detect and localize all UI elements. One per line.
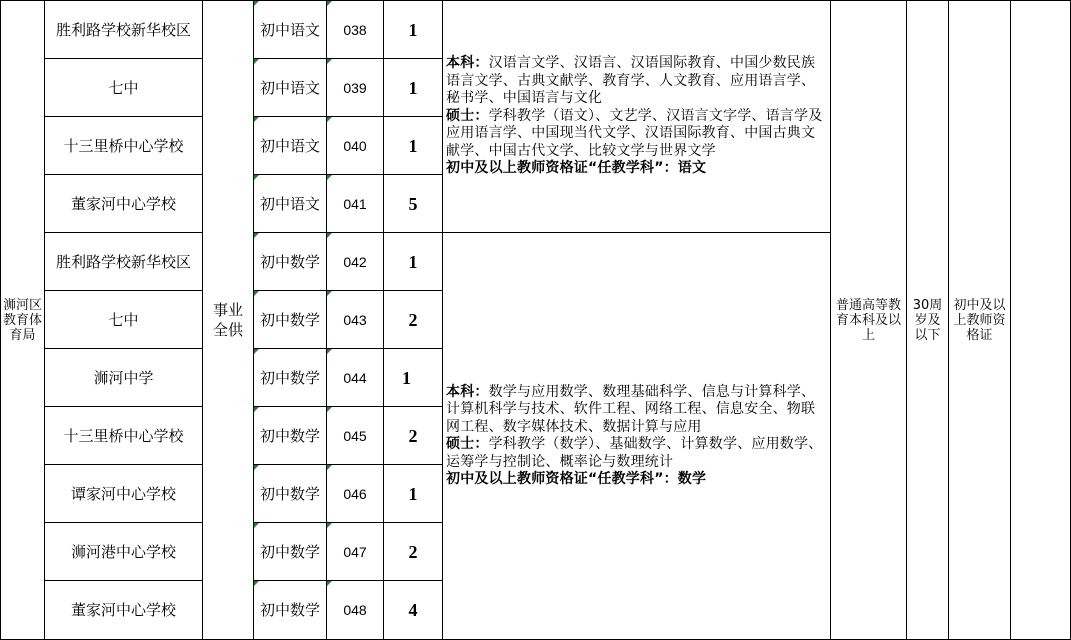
master-majors: 学科教学（数学）、基础数学、计算数学、应用数学、运筹学与控制论、概率论与数理统计 bbox=[446, 436, 823, 470]
position-code-cell bbox=[326, 348, 384, 407]
school-cell: 董家河中心学校 bbox=[44, 580, 203, 640]
master-majors: 学科教学（语文）、文艺学、汉语言文字学、语言学及应用语言学、中国现当代文学、汉语国际教育、中国古典文献学、中国古代文学、比较文学与世界文学 bbox=[446, 107, 823, 159]
position-cell bbox=[253, 232, 327, 291]
undergrad-majors: 数学与应用数学、数理基础科学、信息与计算科学、计算机科学与技术、软件工程、网络工程、信息安全、物联网工程、数字媒体技术、数据计算与应用 bbox=[446, 383, 816, 435]
school-cell: 谭家河中心学校 bbox=[44, 464, 203, 523]
cell-marker-icon bbox=[254, 349, 259, 354]
hire-count-cell: 2 bbox=[383, 522, 443, 581]
position-cell-text: 初中数学 bbox=[259, 484, 320, 503]
position-code-cell-text: 041 bbox=[343, 195, 367, 212]
position-code-cell-text: 044 bbox=[343, 369, 367, 386]
hire-count-cell: 1 bbox=[383, 464, 443, 523]
position-cell bbox=[253, 580, 327, 640]
cell-marker-icon bbox=[254, 291, 259, 296]
hire-count-cell: 1 bbox=[383, 0, 443, 59]
department-cell: 浉河区教育体育局 bbox=[0, 0, 45, 640]
position-code-cell bbox=[326, 580, 384, 640]
position-cell bbox=[253, 174, 327, 233]
position-code-cell-text: 047 bbox=[343, 543, 367, 560]
position-code-cell-text: 040 bbox=[343, 137, 367, 154]
cell-marker-icon bbox=[254, 233, 259, 238]
cell-marker-icon bbox=[327, 59, 332, 64]
cell-marker-icon bbox=[327, 407, 332, 412]
position-cell-text: 初中数学 bbox=[259, 252, 320, 271]
teaching-cert-requirement: 初中及以上教师资格证“任教学科”：数学 bbox=[446, 471, 707, 487]
education-requirement-cell: 普通高等教育本科及以上 bbox=[830, 0, 907, 640]
position-cell-text: 初中数学 bbox=[259, 310, 320, 329]
cell-marker-icon bbox=[254, 117, 259, 122]
remarks-cell bbox=[1010, 0, 1071, 640]
position-cell bbox=[253, 0, 327, 59]
position-cell-text: 初中数学 bbox=[259, 601, 320, 619]
master-label: 硕士： bbox=[446, 436, 489, 452]
position-code-cell bbox=[326, 0, 384, 59]
funding-type-cell: 事业全供 bbox=[202, 0, 254, 640]
position-cell bbox=[253, 406, 327, 465]
position-cell-text: 初中数学 bbox=[259, 542, 320, 561]
hire-count-cell: 1 bbox=[383, 116, 443, 175]
position-code-cell bbox=[326, 290, 384, 349]
cell-marker-icon bbox=[327, 291, 332, 296]
undergrad-label: 本科： bbox=[446, 383, 489, 400]
master-label: 硕士： bbox=[446, 107, 489, 124]
school-cell: 浉河港中心学校 bbox=[44, 522, 203, 581]
school-cell: 胜利路学校新华校区 bbox=[44, 0, 203, 59]
position-code-cell-text: 043 bbox=[343, 311, 367, 328]
cell-marker-icon bbox=[254, 407, 259, 412]
cell-marker-icon bbox=[327, 1, 332, 6]
position-cell-text: 初中语文 bbox=[259, 194, 320, 213]
cell-marker-icon bbox=[327, 175, 332, 180]
cell-marker-icon bbox=[327, 233, 332, 238]
school-cell: 浉河中学 bbox=[44, 348, 203, 407]
position-code-cell bbox=[326, 406, 384, 465]
age-requirement-cell: 30周岁及以下 bbox=[906, 0, 949, 640]
school-cell: 十三里桥中心学校 bbox=[44, 116, 203, 175]
position-cell bbox=[253, 290, 327, 349]
teaching-cert-requirement: 初中及以上教师资格证“任教学科”：语文 bbox=[446, 160, 707, 177]
position-code-cell bbox=[326, 174, 384, 233]
hire-count-cell: 2 bbox=[383, 290, 443, 349]
position-cell bbox=[253, 522, 327, 581]
position-cell-text: 初中语文 bbox=[259, 136, 320, 155]
hire-count-cell: 1 bbox=[383, 348, 443, 407]
hire-count-cell: 1 bbox=[383, 232, 443, 291]
position-cell bbox=[253, 116, 327, 175]
position-code-cell bbox=[326, 464, 384, 523]
position-code-cell-text: 048 bbox=[343, 602, 367, 618]
cell-marker-icon bbox=[254, 175, 259, 180]
cell-marker-icon bbox=[254, 59, 259, 64]
school-cell: 董家河中心学校 bbox=[44, 174, 203, 233]
cell-marker-icon bbox=[327, 349, 332, 354]
qualification-cell: 初中及以上教师资格证 bbox=[948, 0, 1011, 640]
cell-marker-icon bbox=[327, 581, 332, 586]
position-code-cell-text: 046 bbox=[343, 485, 367, 502]
hire-count-cell: 4 bbox=[383, 580, 443, 640]
cell-marker-icon bbox=[327, 117, 332, 122]
position-cell-text: 初中语文 bbox=[259, 78, 320, 97]
position-code-cell-text: 042 bbox=[343, 253, 367, 270]
position-cell-text: 初中数学 bbox=[259, 426, 320, 445]
major-requirement-chinese bbox=[442, 0, 831, 233]
position-code-cell-text: 038 bbox=[343, 21, 367, 38]
school-cell: 七中 bbox=[44, 290, 203, 349]
position-cell bbox=[253, 464, 327, 523]
position-code-cell-text: 045 bbox=[343, 427, 367, 444]
cell-marker-icon bbox=[254, 1, 259, 6]
cell-marker-icon bbox=[327, 523, 332, 528]
position-cell-text: 初中语文 bbox=[259, 20, 320, 39]
cell-marker-icon bbox=[254, 523, 259, 528]
school-cell: 十三里桥中心学校 bbox=[44, 406, 203, 465]
position-code-cell bbox=[326, 522, 384, 581]
cell-marker-icon bbox=[254, 581, 259, 586]
hire-count-cell: 5 bbox=[383, 174, 443, 233]
cell-marker-icon bbox=[254, 465, 259, 470]
position-cell bbox=[253, 348, 327, 407]
school-cell: 七中 bbox=[44, 58, 203, 117]
major-requirement-math bbox=[442, 232, 831, 640]
school-cell: 胜利路学校新华校区 bbox=[44, 232, 203, 291]
undergrad-label: 本科： bbox=[446, 55, 489, 72]
position-code-cell bbox=[326, 116, 384, 175]
position-code-cell-text: 039 bbox=[343, 79, 367, 96]
hire-count-cell: 2 bbox=[383, 406, 443, 465]
position-code-cell bbox=[326, 232, 384, 291]
position-code-cell bbox=[326, 58, 384, 117]
undergrad-majors: 汉语言文学、汉语言、汉语国际教育、中国少数民族语言文学、古典文献学、教育学、人文教育、应用语言学、秘书学、中国语言与文化 bbox=[446, 55, 816, 107]
position-cell bbox=[253, 58, 327, 117]
hire-count-cell: 1 bbox=[383, 58, 443, 117]
position-cell-text: 初中数学 bbox=[259, 368, 320, 387]
cell-marker-icon bbox=[327, 465, 332, 470]
